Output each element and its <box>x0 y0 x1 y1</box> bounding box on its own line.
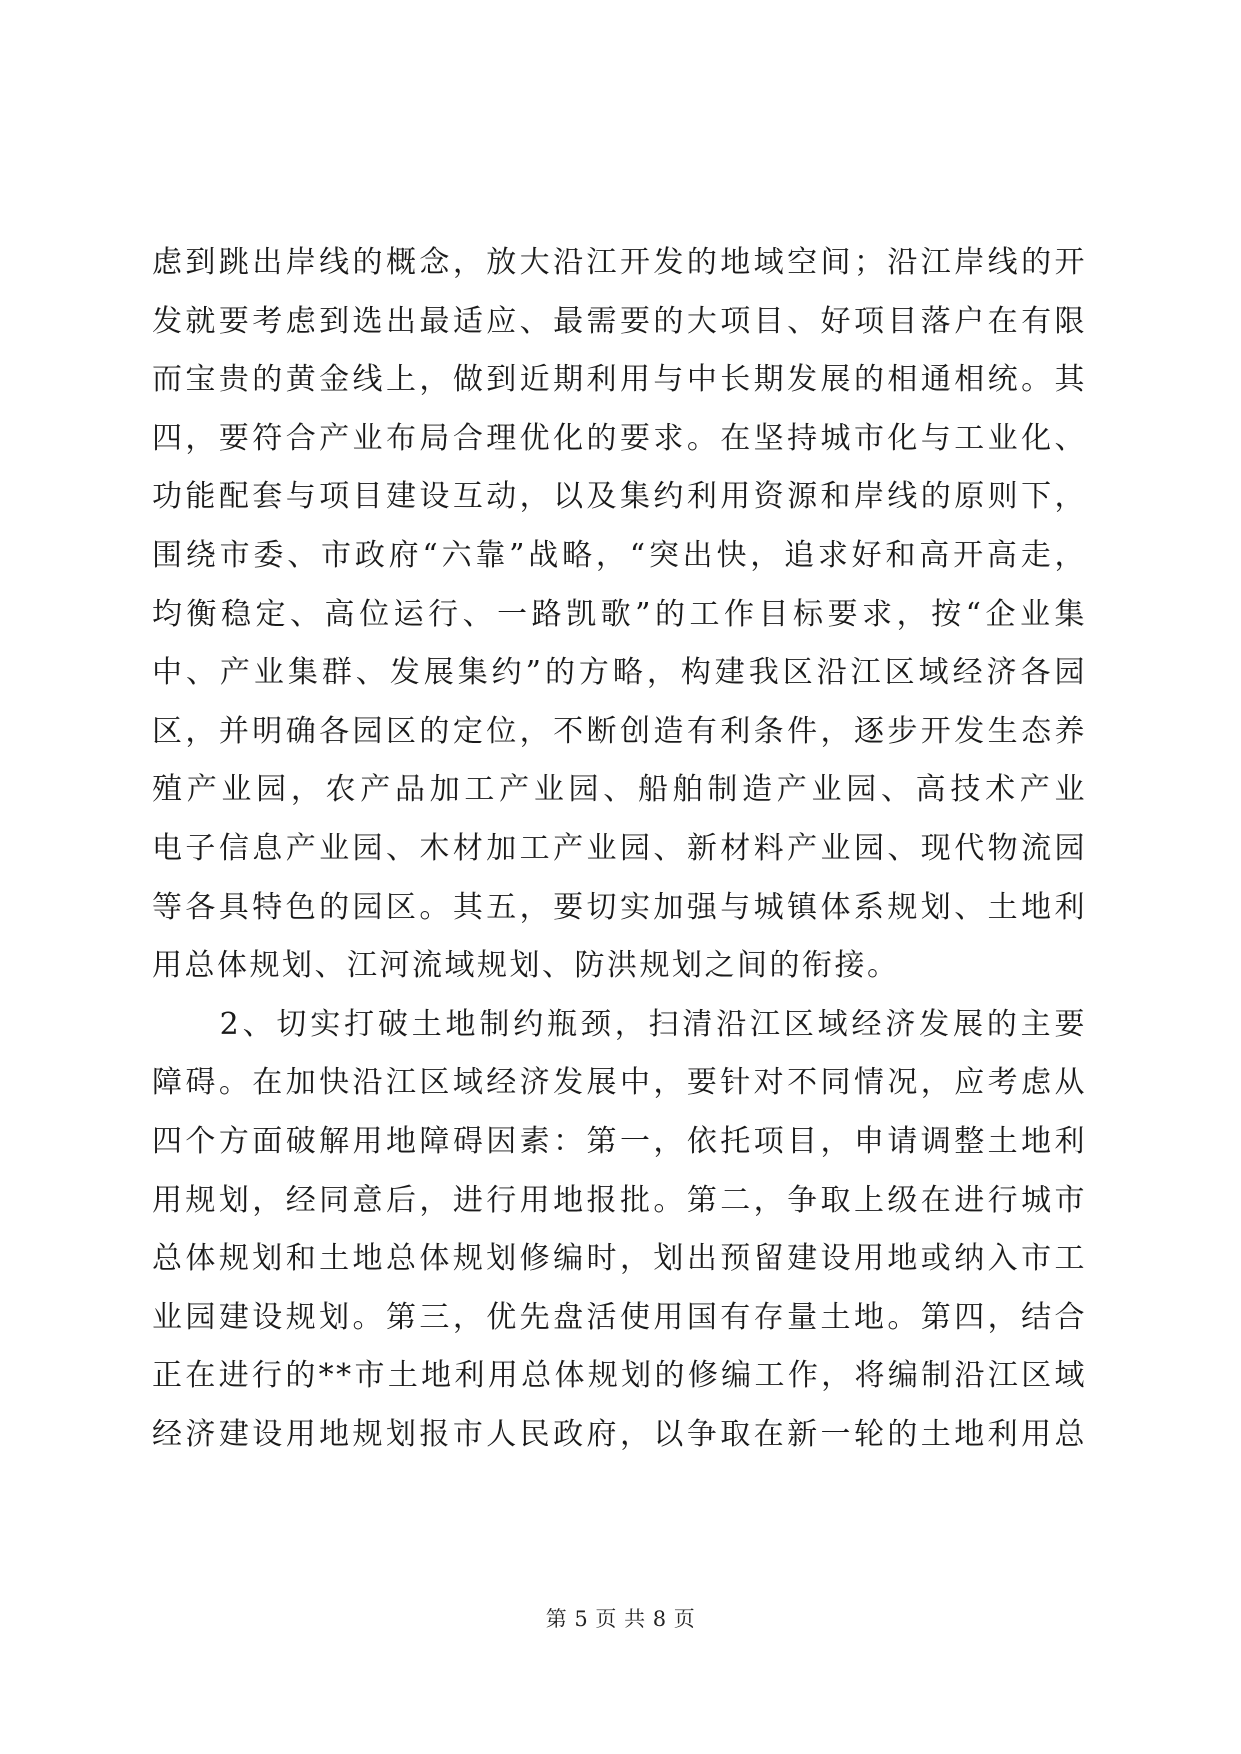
text-line: 功能配套与项目建设互动，以及集约利用资源和岸线的原则下， <box>152 479 1087 515</box>
text-line: 用规划，经同意后，进行用地报批。第二，争取上级在进行城市 <box>152 1182 1087 1218</box>
text-line: 四个方面破解用地障碍因素：第一，依托项目，申请调整土地利 <box>152 1123 1087 1159</box>
text-line: 而宝贵的黄金线上，做到近期利用与中长期发展的相通相统。其 <box>152 362 1087 398</box>
text-line: 发就要考虑到选出最适应、最需要的大项目、好项目落户在有限 <box>152 303 1087 339</box>
text-line: 等各具特色的园区。其五，要切实加强与城镇体系规划、土地利 <box>152 889 1087 925</box>
text-line: 区，并明确各园区的定位，不断创造有利条件，逐步开发生态养 <box>152 713 1087 749</box>
text-line: 经济建设用地规划报市人民政府，以争取在新一轮的土地利用总 <box>152 1416 1087 1452</box>
text-line: 用总体规划、江河流域规划、防洪规划之间的衔接。 <box>152 948 900 984</box>
text-line: 四，要符合产业布局合理优化的要求。在坚持城市化与工业化、 <box>152 420 1087 456</box>
document-body <box>152 234 1087 1464</box>
text-line: 2、切实打破土地制约瓶颈，扫清沿江区域经济发展的主要 <box>152 1006 1087 1042</box>
text-line: 虑到跳出岸线的概念，放大沿江开发的地域空间；沿江岸线的开 <box>152 245 1087 280</box>
text-line: 殖产业园，农产品加工产业园、船舶制造产业园、高技术产业 <box>152 772 1087 808</box>
text-line: 正在进行的**市土地利用总体规划的修编工作，将编制沿江区域 <box>152 1358 1087 1394</box>
text-line: 电子信息产业园、木材加工产业园、新材料产业园、现代物流园 <box>152 830 1087 866</box>
text-line: 围绕市委、市政府“六靠”战略，“突出快，追求好和高开高走， <box>152 537 1087 573</box>
text-line: 总体规划和土地总体规划修编时，划出预留建设用地或纳入市工 <box>152 1241 1087 1277</box>
text-line: 障碍。在加快沿江区域经济发展中，要针对不同情况，应考虑从 <box>152 1065 1087 1101</box>
text-line: 业园建设规划。第三，优先盘活使用国有存量土地。第四，结合 <box>152 1299 1087 1335</box>
text-line: 中、产业集群、发展集约”的方略，构建我区沿江区域经济各园 <box>152 655 1087 691</box>
page-footer: 第 5 页 共 8 页 <box>545 1607 696 1631</box>
text-line: 均衡稳定、高位运行、一路凯歌”的工作目标要求，按“企业集 <box>152 596 1087 632</box>
